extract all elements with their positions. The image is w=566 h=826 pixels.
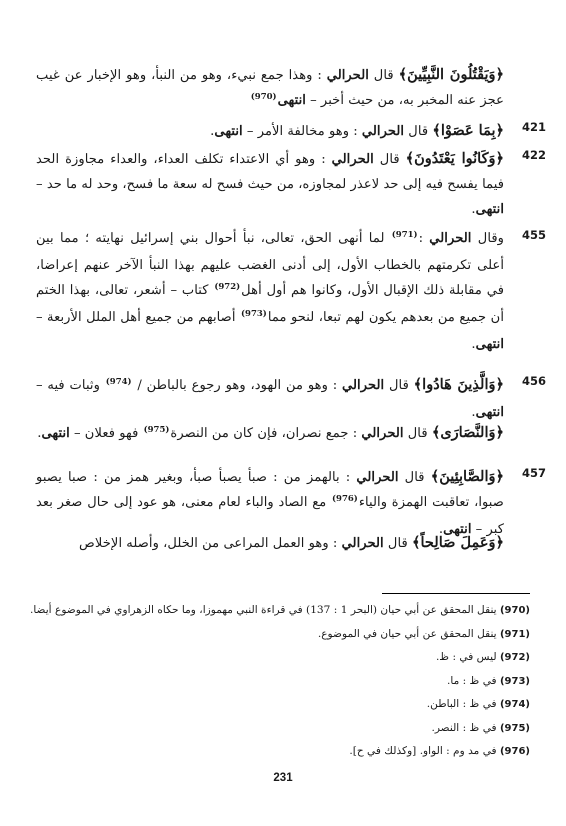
commentary-paragraph [36,62,504,115]
footnote-ref: (971) [391,230,418,240]
quran-quote: ﴿وَالنَّصَارَى﴾ [431,424,504,441]
verse-number: 456 [521,374,546,388]
text-run: قال [373,152,406,167]
text-run: . [37,426,42,441]
quran-quote: ﴿وَالصَّابِئِينَ﴾ [430,468,504,485]
footnote [30,717,530,741]
author-name: الحرالي [361,426,404,441]
end-marker: انتهى [443,522,472,537]
end-marker: انتهى [475,202,504,217]
footnote-number: (974) [499,699,530,710]
author-name: الحرالي [429,231,472,246]
text-run: : وهو مخالفة الأمر – [242,124,362,139]
commentary-paragraph [36,146,504,222]
quran-quote: ﴿وَعَمِلَ صَالِحاً﴾ [412,534,504,551]
commentary-paragraph [36,420,504,448]
footnote-text: في ظ : النصر. [431,721,500,734]
footnote-text: في مد وم : الواو. [وكذلك في ح]. [349,745,500,757]
verse-number: 422 [521,148,546,162]
page-number: 231 [273,772,293,784]
footnote [30,623,530,647]
footnote-number: (975) [499,722,530,734]
author-name: الحرالي [331,152,374,167]
text-run: . [210,124,215,139]
footnote-number: (972) [499,652,530,663]
footnote-separator [382,593,530,594]
quran-quote: ﴿وَالَّذِينَ هَادُوا﴾ [413,376,504,393]
footnote-text: ليس في : ظ. [435,651,500,663]
text-run: . [438,522,444,537]
text-run: . [471,337,476,352]
footnote-number: (971) [499,628,530,640]
footnote-number: (973) [499,675,530,687]
text-run: قال [368,68,399,83]
end-marker: انتهى [475,405,504,420]
text-run: : وهذا جمع نبيء، وهو من النبأ، وهو الإخبار عن غيب عجز عنه المخبر به، من حيث أخبر – [36,68,504,108]
footnote [30,740,530,764]
verse-number: 457 [521,466,546,480]
footnotes [30,599,530,764]
verse-number: 455 [521,228,546,242]
text-run: وثبات فيه – [36,378,105,393]
verse-number: 421 [521,120,546,134]
text-run: : وهو أي الاعتداء تكلف العداء، والعداء مجاوزة الحد فيما يفسح فيه إلى حد لاعذر لمجاوزه، من حيث فسح له سعة ما فسح، وحد له ما حد – [36,152,504,192]
text-run: قال [398,470,431,485]
text-run: : وهو من الهود، وهو رجوع بالباطن / [132,378,343,393]
end-marker: انتهى [41,426,70,441]
footnote-ref: (974) [105,377,132,387]
footnote-ref: (976) [332,494,358,504]
text-run: لما أنهى الحق، تعالى، نبأ أحوال بني إسرائيل نهايته ؛ مما بين أعلى تكرمتهم بالخطاب الأول، إلى أدنى الغضب عليهم بهذا النبأ الآخر عنهم إعراضا، في مقابلة ذلك الإقبال الأول، وكانوا هم أول أهل [36,231,504,298]
text-run: : بالهمز من : صبأ يصبأ صبأ، وبغير همز من : صبا يصبو صبوا، تعاقبت الهمزة والياء [36,470,504,510]
commentary-paragraph [36,226,504,357]
text-run: وقال [471,231,505,246]
footnote-number: (970) [499,605,530,616]
author-name: الحرالي [342,378,385,393]
footnote-text: في ظ : الباطن. [426,698,500,710]
text-run: قال [403,426,432,441]
end-marker: انتهى [277,93,306,108]
footnote-text: في ظ : ما. [446,674,500,687]
footnote [30,646,530,670]
text-run: : [418,231,430,246]
quran-quote: ﴿بِمَا عَصَوْا﴾ [432,122,504,139]
footnote-text: ينقل المحقق عن أبي حيان (البحر 1 : 137) في قراءة النبي مهموزا، وما حكاه الزهراوي في الموضوع أيضا. [30,604,500,616]
footnote-text: ينقل المحقق عن أبي حيان في الموضوع. [317,627,500,640]
quran-quote: ﴿وَيَقْتُلُونَ النَّبِيِّينَ﴾ [398,66,504,83]
author-name: الحرالي [341,536,384,551]
footnote-ref: (972) [214,282,241,292]
text-run: . [471,405,476,420]
commentary-paragraph [36,530,504,556]
text-run: : جمع نصران، فإن كان من النصرة [170,426,362,441]
footnote [30,599,530,623]
text-run: قال [383,536,413,551]
text-run: . [471,202,476,217]
footnote-ref: (970) [250,92,277,102]
end-marker: انتهى [475,337,504,352]
author-name: الحرالي [356,470,399,485]
quran-quote: ﴿وَكَانُوا يَعْتَدُونَ﴾ [405,150,504,167]
text-run: فهو فعلان – [69,426,143,441]
footnote-number: (976) [499,746,530,757]
text-run: أصابهم من جميع أهل الملل الأربعة – [36,310,240,325]
author-name: الحرالي [361,124,405,139]
footnote [30,693,530,717]
text-run: قال [404,124,433,139]
footnote-ref: (973) [241,309,267,319]
text-run: قال [384,378,414,393]
footnote-ref: (975) [143,425,170,435]
text-run: : وهو العمل المراعى من الخلل، وأصله الإخلاص [78,536,342,551]
commentary-paragraph [36,372,504,425]
text-run: كتاب – أشعر، تعالى، بهذا الختم أن جميع من بعدهم يكون لهم تبعا، لنحو مما [36,283,505,325]
end-marker: انتهى [214,124,243,139]
author-name: الحرالي [326,68,369,83]
text-run: مع الصاد والباء لعام معنى، هو عود إلى حال صغر بعد كبر – [36,495,504,537]
footnote [30,670,530,694]
commentary-paragraph [36,118,504,144]
